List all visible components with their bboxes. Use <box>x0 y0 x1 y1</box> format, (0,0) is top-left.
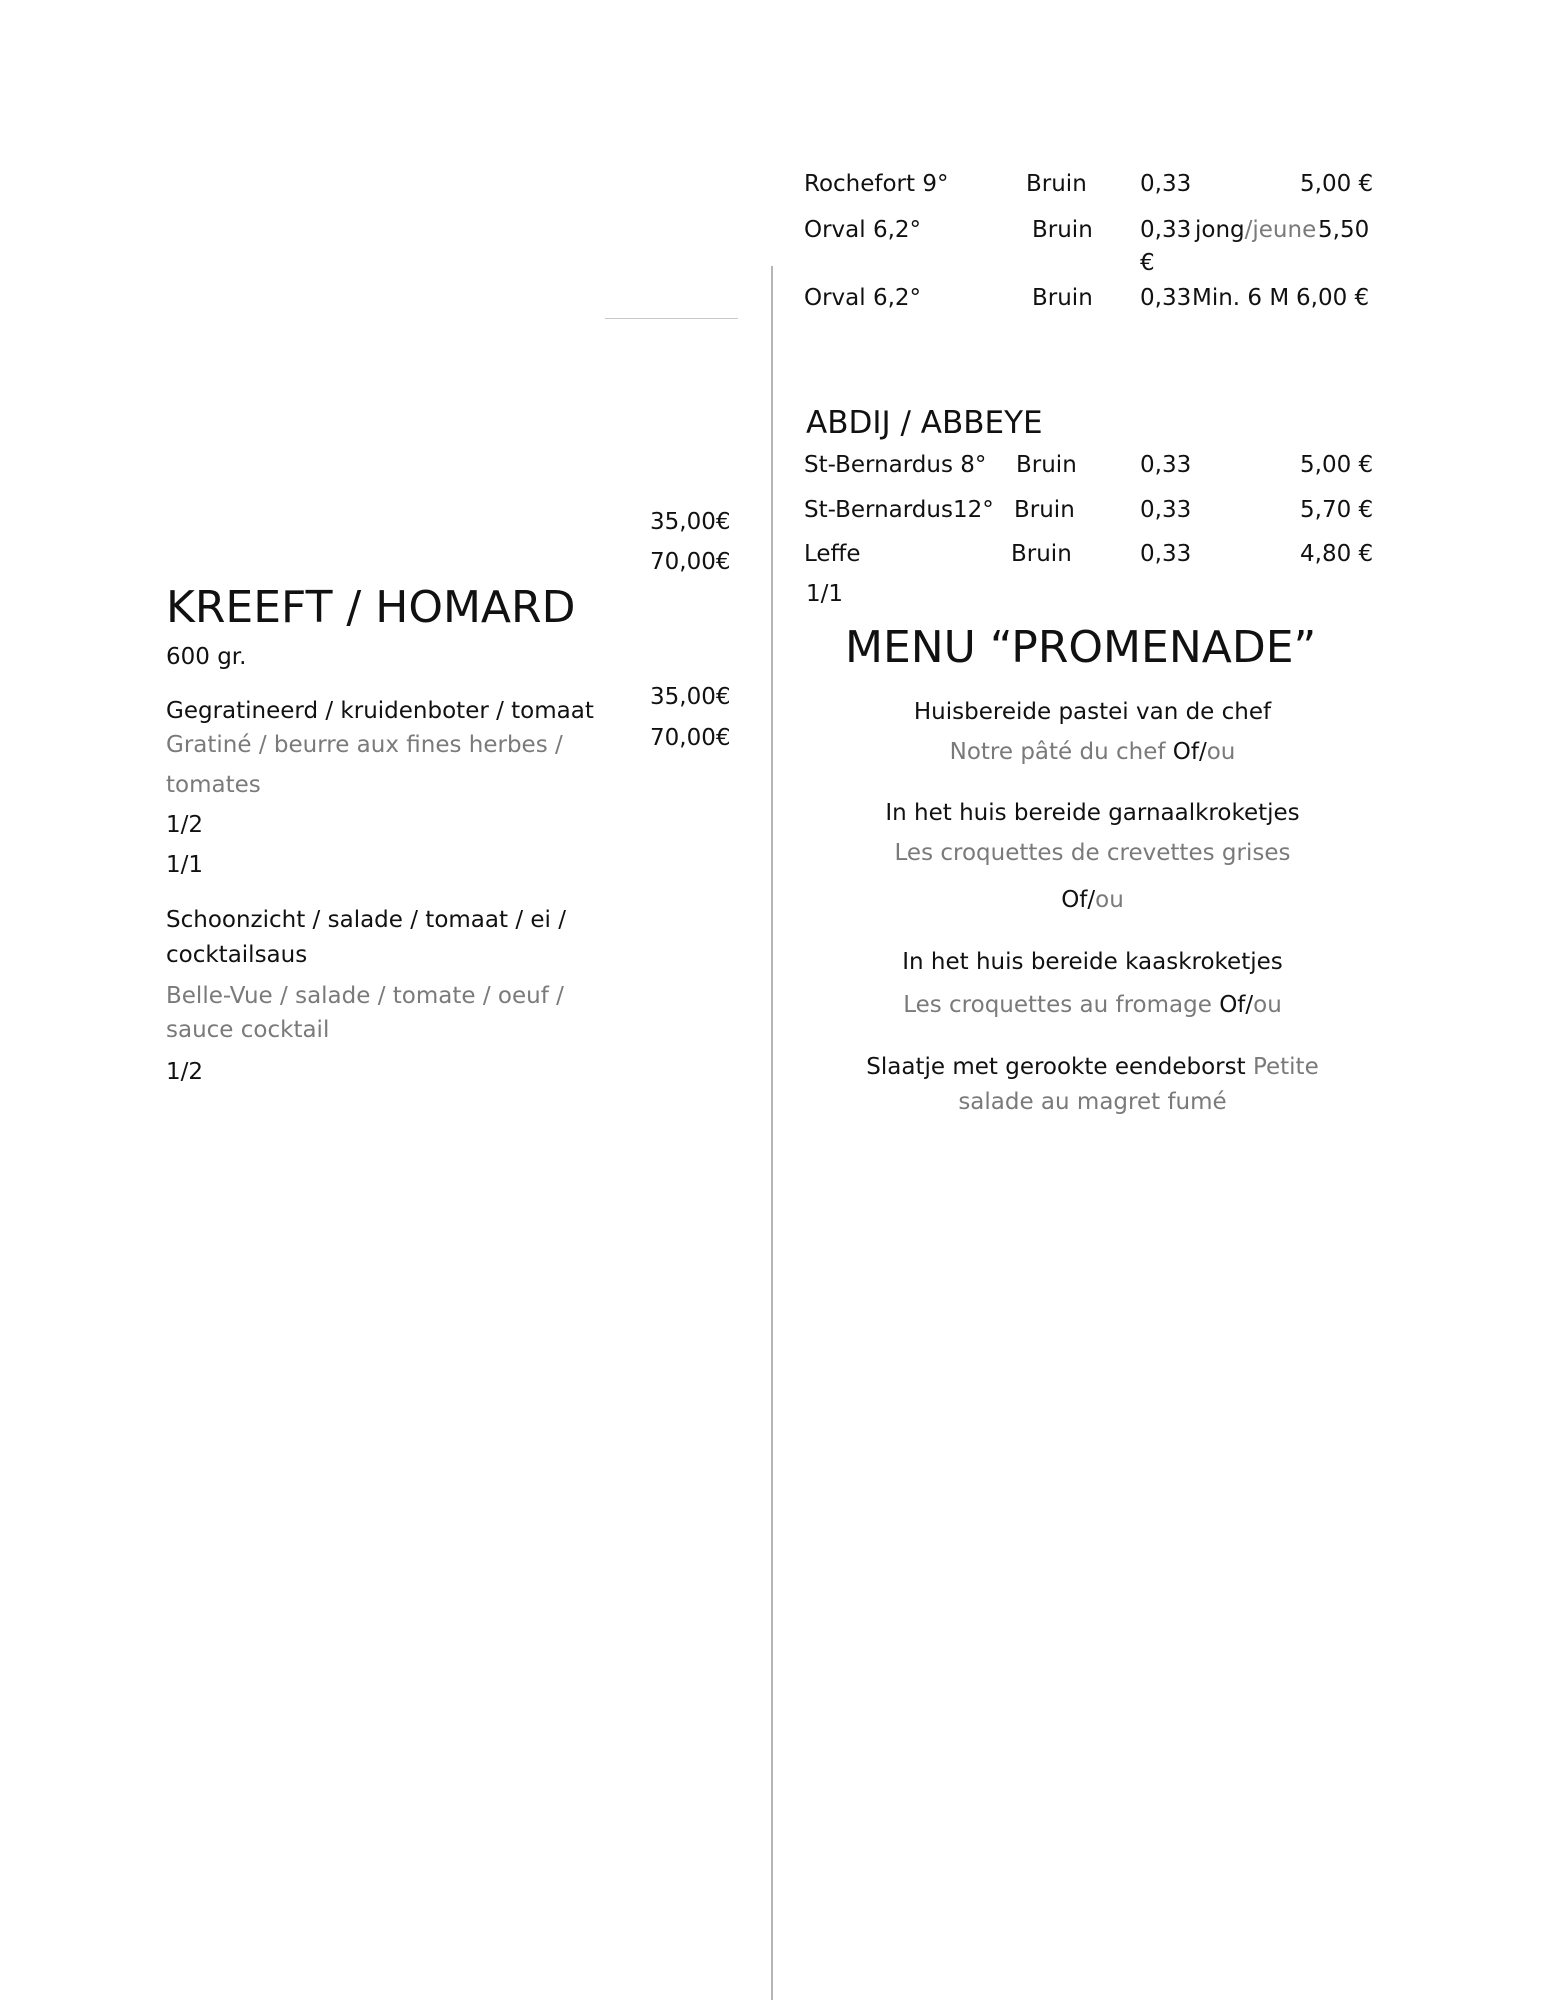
beer-volume: 0,33 <box>1140 541 1192 567</box>
price-half-top: 35,00€ <box>650 509 731 535</box>
beer-color: Bruin <box>1026 171 1087 197</box>
gratin-half: 1/2 <box>166 812 204 838</box>
beer-price: 5,70 € <box>1300 497 1374 523</box>
menu-item3-fr: Les croquettes au fromage Of/ou <box>903 992 1282 1018</box>
beer-name: St-Bernardus 8° <box>804 452 987 478</box>
bellevue-nl-1: Schoonzicht / salade / tomaat / ei / <box>166 907 566 933</box>
bellevue-half: 1/2 <box>166 1059 204 1085</box>
menu-item2-or: Of/ou <box>1061 887 1124 913</box>
beer-name: St-Bernardus12° <box>804 497 994 523</box>
beer-color: Bruin <box>1011 541 1072 567</box>
beer-volume: 0,33 <box>1140 285 1192 311</box>
beer-price: 5,50 <box>1318 217 1370 243</box>
menu-item4-line2: salade au magret fumé <box>958 1089 1227 1115</box>
beer-color: Bruin <box>1032 217 1093 243</box>
menu-item1-nl: Huisbereide pastei van de chef <box>913 699 1272 725</box>
beer-price: 5,00 € <box>1300 171 1374 197</box>
column-divider <box>771 266 773 2000</box>
gratin-fr-1: Gratiné / beurre aux fines herbes / <box>166 732 563 758</box>
beer-color: Bruin <box>1032 285 1093 311</box>
beer-volume: 0,33 <box>1140 171 1192 197</box>
section-title-abbey: ABDIJ / ABBEYE <box>806 405 1043 441</box>
menu-item3-nl: In het huis bereide kaaskroketjes <box>902 949 1283 975</box>
short-rule <box>605 318 738 319</box>
bellevue-fr-1: Belle-Vue / salade / tomate / oeuf / <box>166 983 564 1009</box>
beer-color: Bruin <box>1016 452 1077 478</box>
beer-volume: 0,33 <box>1140 497 1192 523</box>
menu-title: MENU “PROMENADE” <box>845 622 1317 673</box>
beer-age-note: jong/jeune <box>1195 217 1317 243</box>
beer-color: Bruin <box>1014 497 1075 523</box>
section-title-lobster: KREEFT / HOMARD <box>166 582 576 633</box>
bellevue-fr-2: sauce cocktail <box>166 1017 330 1043</box>
gratin-nl: Gegratineerd / kruidenboter / tomaat <box>166 698 594 724</box>
beer-price: 4,80 € <box>1300 541 1374 567</box>
gratin-price-half: 35,00€ <box>650 684 731 710</box>
beer-volume: 0,33 <box>1140 217 1192 243</box>
menu-item4-line1: Slaatje met gerookte eendeborst Petite <box>866 1054 1319 1080</box>
gratin-price-full: 70,00€ <box>650 725 731 751</box>
beer-volume: 0,33 <box>1140 452 1192 478</box>
abbey-note: 1/1 <box>806 581 844 607</box>
menu-item1-fr: Notre pâté du chef Of/ou <box>949 739 1236 765</box>
beer-name: Leffe <box>804 541 861 567</box>
price-full-top: 70,00€ <box>650 549 731 575</box>
beer-price-currency: € <box>1140 250 1155 276</box>
menu-item2-nl: In het huis bereide garnaalkroketjes <box>885 800 1300 826</box>
beer-name: Rochefort 9° <box>804 171 949 197</box>
gratin-fr-2: tomates <box>166 772 261 798</box>
gratin-full: 1/1 <box>166 852 204 878</box>
menu-item2-fr: Les croquettes de crevettes grises <box>894 840 1291 866</box>
beer-price: 5,00 € <box>1300 452 1374 478</box>
bellevue-nl-2: cocktailsaus <box>166 942 308 968</box>
beer-price: 6,00 € <box>1296 285 1370 311</box>
lobster-weight: 600 gr. <box>166 644 247 670</box>
beer-name: Orval 6,2° <box>804 285 922 311</box>
beer-name: Orval 6,2° <box>804 217 922 243</box>
beer-age-note: Min. 6 M <box>1192 285 1290 311</box>
